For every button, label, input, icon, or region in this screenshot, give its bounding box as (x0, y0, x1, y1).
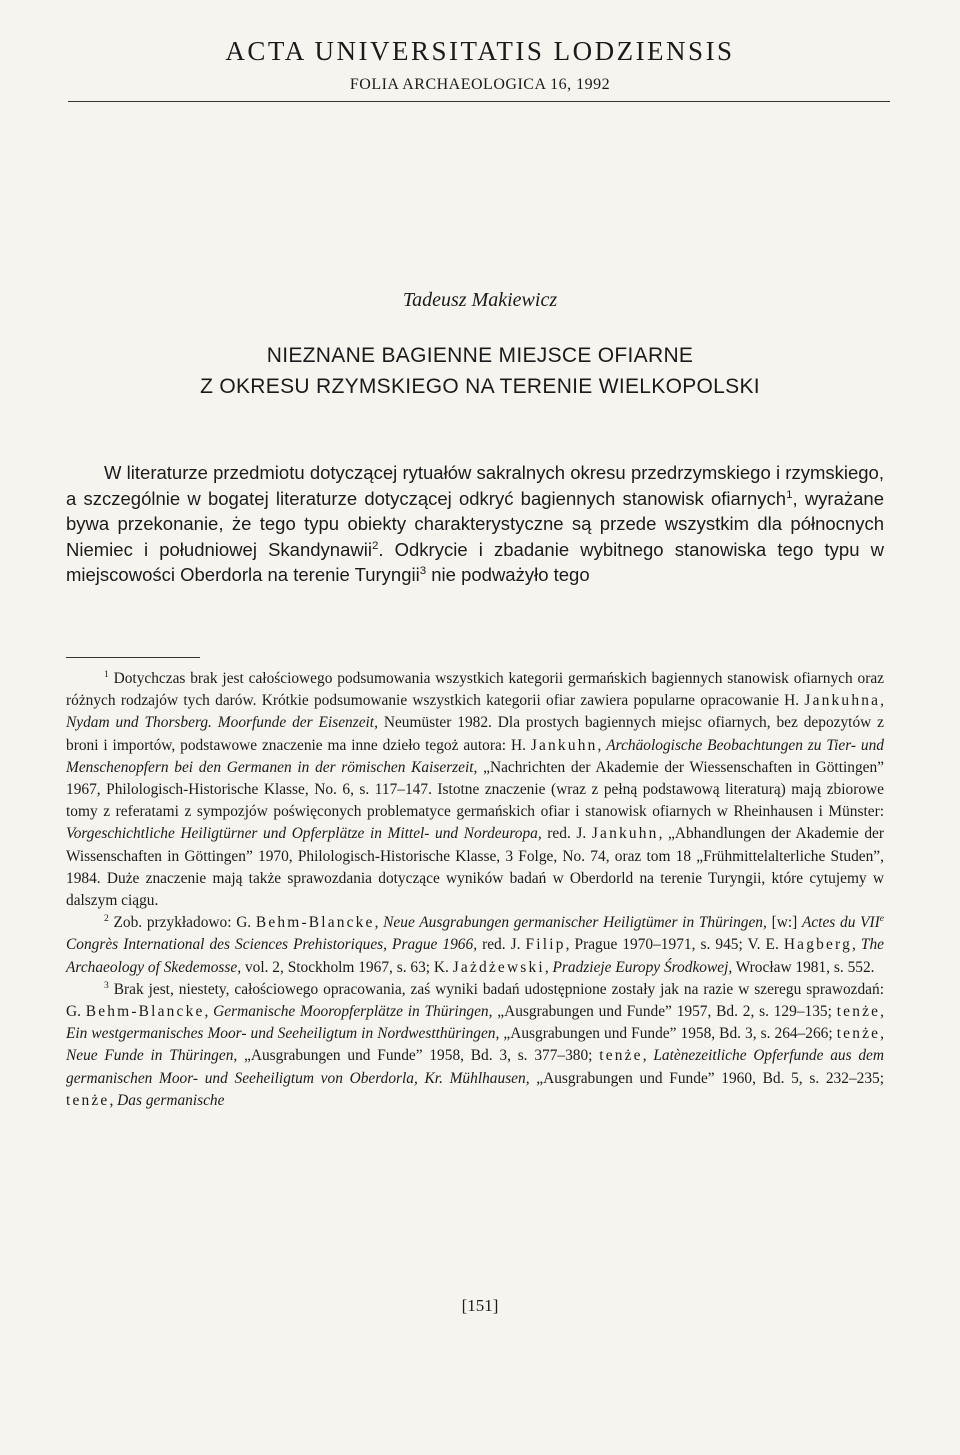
body-text-run: nie podważyło tego (426, 564, 590, 586)
author-name: tenże (836, 1003, 881, 1021)
footnote-text: , (642, 1047, 654, 1065)
author-name: Jankuhna (804, 692, 881, 710)
article-title-line-2: Z OKRESU RZYMSKIEGO NA TERENIE WIELKOPOLSKI (200, 375, 760, 398)
footnote-text: „Ausgrabungen und Funde” 1957, Bd. 2, s. 129–135; (492, 1003, 837, 1021)
footnote-text: , (374, 914, 384, 932)
footnote-text: „Ausgrabungen und Funde” 1960, Bd. 5, s. 232–235; (529, 1069, 884, 1087)
footnote-marker: 1 (104, 668, 109, 680)
footnote-text: „Ausgrabungen und Funde” 1958, Bd. 3, s. 264–266; (499, 1025, 837, 1043)
author-name: Behm-Blancke (85, 1003, 205, 1021)
page-number: [151] (461, 1296, 499, 1315)
footnote-text: „Ausgrabungen und Funde” 1958, Bd. 3, s. 377–380; (237, 1047, 600, 1065)
footnote-text: , (880, 692, 884, 710)
author-name: tenże (599, 1047, 643, 1065)
footnote-text: Zob. przykładowo: G. (108, 914, 256, 932)
author-name: tenże (66, 1091, 110, 1109)
footnote-ref-2: 2 (371, 539, 379, 552)
work-title: Pradzieje Europy Środkowej, (552, 958, 733, 976)
footnote-2 (66, 912, 884, 979)
footnote-text: Neumüster 1982. Dla prostych bagiennych miejsc ofiarnych, bez depozytów z broni i importów, podstawowe znaczenie ma inne dzieło tegoż autora: H. (66, 714, 884, 754)
footnote-text: „Nachrichten der Akademie der Wiessenschaften in Göttingen” 1967, Philologisch-Historische Klasse, No. 6, s. 117–147. Istotne znaczenie (wraz z pełną podstawową literaturą) mają zbiorowe tomy z referatami z sympozjów poświęconych problematyce germańskich ofiar i stanowisk ofiarnych w Rheinhausen i Münster: (66, 758, 885, 821)
footnote-1 (66, 668, 884, 912)
footnote-text: vol. 2, Stockholm 1967, s. 63; K. (241, 958, 453, 976)
body-paragraph (66, 460, 884, 588)
work-title: Archäologische Beobachtungen zu Tier- und Menschenopfern bei den Germanen in der römischen Kaiserzeit, (66, 736, 884, 776)
footnote-text: , (851, 936, 861, 954)
footnote-text: , (597, 736, 607, 754)
body-text-run: W literaturze przedmiotu dotyczącej rytuałów sakralnych okresu przedrzymskiego i rzymskiego, a szczególnie w bogatej literaturze dotyczącej odkryć bagiennych stanowisk ofiarnych (66, 462, 884, 509)
author-name: Hagberg (783, 936, 852, 954)
footnote-text: red. J. (477, 936, 526, 954)
footnote-text: , (109, 1091, 118, 1109)
footnote-text: [w:] (766, 914, 802, 932)
footnote-text: Dotychczas brak jest całościowego podsumowania wszystkich kategorii germańskich bagiennych stanowisk ofiarnych oraz różnych rodzajów tych darów. Krótkie podsumowanie wszystkich kategorii ofiar zawiera popularne opracowanie H. (66, 670, 884, 710)
work-title: Ein westgermanisches Moor- und Seeheiligtum in Nordwestthüringen, (66, 1025, 500, 1043)
author-name: Filip (525, 936, 566, 954)
footnote-marker: 2 (104, 913, 109, 925)
body-text-run: , wyrażane bywa przekonanie, że tego typu obiekty charakterystyczne są przede wszystkim dla północnych Niemiec i południowej Skandynawii (66, 487, 884, 560)
author-name: Jażdżewski (452, 958, 545, 976)
work-title: Germanische Mooropferplätze in Thüringen, (213, 1003, 493, 1021)
work-title-part: Actes du VII (801, 914, 880, 932)
work-title: Nydam und Thorsberg. Moorfunde der Eisenzeit, (66, 714, 378, 732)
footnote-text: , (880, 1003, 885, 1021)
work-title: Neue Funde in Thüringen, (66, 1047, 238, 1065)
article-body (66, 460, 884, 588)
work-title: Latènezeitliche Opferfunde aus dem germanischen Moor- und Seeheiligtum von Oberdorla, Kr. Mühlhausen, (66, 1047, 885, 1087)
work-title: Vorgeschichtliche Heiligtürner und Opferplätze in Mittel- und Nordeuropa, (66, 825, 542, 843)
footnote-text: , (544, 958, 553, 976)
footnote-3 (66, 979, 884, 1112)
footnote-text: Brak jest, niestety, całościowego opracowania, zaś wyniki badań udostępnione zostały jak na razie w szeregu sprawozdań: G. (66, 980, 884, 1021)
footnote-text: red. J. (541, 825, 592, 843)
footnotes (66, 668, 884, 1112)
work-title-part: Congrès International des Sciences Prehistoriques, Prague 1966, (66, 936, 478, 954)
footnote-text: , (204, 1003, 214, 1021)
article-author: Tadeusz Makiewicz (402, 289, 558, 311)
journal-volume-line: FOLIA ARCHAEOLOGICA 16, 1992 (349, 76, 611, 93)
journal-series-title: ACTA UNIVERSITATIS LODZIENSIS (225, 36, 735, 66)
footnote-divider (66, 657, 200, 658)
footnote-marker: 3 (104, 979, 109, 991)
footnote-text: , Prague 1970–1971, s. 945; V. E. (565, 936, 784, 954)
footnote-text: , (880, 1025, 885, 1043)
header-divider (68, 101, 890, 102)
work-title: Das germanische (117, 1091, 225, 1109)
footnote-ref-1: 1 (786, 488, 793, 501)
footnote-ref-3: 3 (419, 565, 427, 578)
author-name: Behm-Blancke (255, 914, 375, 932)
footnote-text: Wrocław 1981, s. 552. (732, 958, 875, 976)
work-title: Neue Ausgrabungen germanischer Heiligtümer in Thüringen, (383, 914, 767, 932)
author-name: Jankuhn (530, 736, 598, 754)
ordinal-suffix: e (879, 913, 884, 925)
work-title: The Archaeology of Skedemosse, (66, 936, 884, 976)
author-name: tenże (836, 1025, 881, 1043)
body-text-run: . Odkrycie i zbadanie wybitnego stanowiska tego typu w miejscowości Oberdorla na terenie Turyngii (66, 538, 884, 586)
author-name: Jankuhn (591, 825, 659, 843)
article-title-line-1: NIEZNANE BAGIENNE MIEJSCE OFIARNE (266, 344, 694, 367)
footnote-text: , „Abhandlungen der Akademie der Wissenschaften in Göttingen” 1970, Philologisch-Historische Klasse, 3 Folge, No. 74, oraz tom 18 „Frühmittelalterliche Studen”, 1984. Duże znaczenie mają także sprawozdania dotyczące wyników badań w Oberdorld na terenie Turyngii, które cytujemy w dalszym ciągu. (66, 825, 884, 910)
